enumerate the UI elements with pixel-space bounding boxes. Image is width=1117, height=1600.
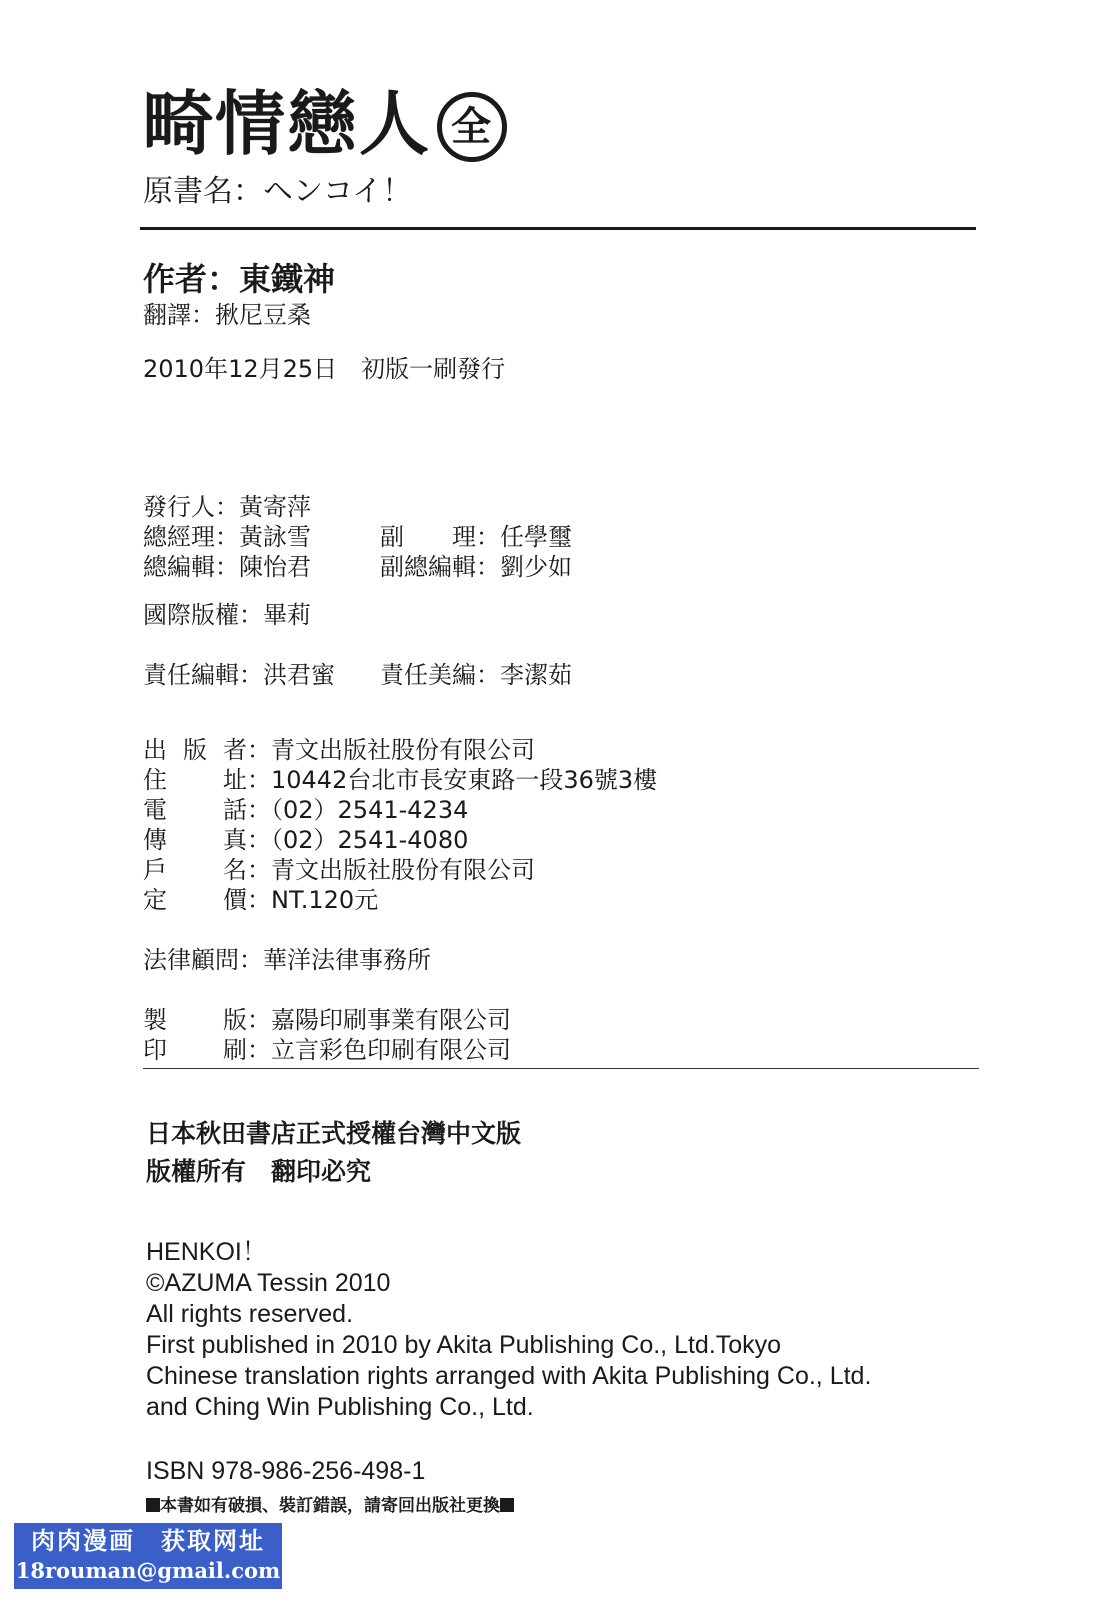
complete-badge: 全 <box>437 92 507 162</box>
row-label: 出版者 <box>143 736 247 764</box>
general-manager: 總經理：黃詠雪 <box>143 523 311 551</box>
row-value: ：NT.120元 <box>247 886 379 914</box>
row-value: ：青文出版社股份有限公司 <box>247 856 535 884</box>
book-title <box>143 84 507 164</box>
english-line: ©AZUMA Tessin 2010 <box>146 1269 391 1297</box>
watermark-email: 18rouman@gmail.com <box>15 1558 281 1583</box>
square-bullet-icon <box>146 1498 160 1512</box>
row-label: 戶名 <box>143 856 247 884</box>
english-line: All rights reserved. <box>146 1300 354 1328</box>
square-bullet-icon <box>500 1498 514 1512</box>
row-label: 電話 <box>143 796 247 824</box>
publisher-row <box>143 855 657 885</box>
staff-row <box>143 522 572 552</box>
notice-text: 本書如有破損、裝訂錯誤，請寄回出版社更換 <box>160 1496 500 1516</box>
deputy-chief-editor: 副總編輯：劉少如 <box>380 553 572 581</box>
row-value: ：（02）2541-4080 <box>247 826 469 854</box>
legal-advisor: 法律顧問：華洋法律事務所 <box>143 946 431 974</box>
row-label: 定價 <box>143 886 247 914</box>
editor: 責任編輯：洪君蜜 <box>143 661 335 689</box>
print-row <box>143 1035 511 1065</box>
art-editor: 責任美編：李潔茹 <box>380 661 572 689</box>
chief-editor: 總編輯：陳怡君 <box>143 553 311 581</box>
isbn: ISBN 978-986-256-498-1 <box>146 1457 426 1485</box>
intl-rights: 國際版權：畢莉 <box>143 601 311 629</box>
authorization-line: 日本秋田書店正式授權台灣中文版 <box>146 1119 522 1148</box>
staff-row <box>143 492 572 522</box>
damage-notice <box>146 1494 514 1518</box>
row-label: 傳真 <box>143 826 247 854</box>
row-value: ：立言彩色印刷有限公司 <box>247 1036 511 1064</box>
row-label: 印刷 <box>143 1036 247 1064</box>
publisher-row <box>143 825 657 855</box>
watermark-banner <box>14 1523 282 1589</box>
divider-middle <box>143 1068 979 1069</box>
author: 作者：東鐵神 <box>143 260 336 298</box>
english-line: Chinese translation rights arranged with Akita Publishing Co., Ltd. <box>146 1362 872 1390</box>
watermark-title: 肉肉漫画 获取网址 <box>31 1526 265 1555</box>
divider-top <box>140 227 976 230</box>
publisher-block <box>143 735 657 915</box>
plate-row <box>143 1005 511 1035</box>
publisher-row <box>143 735 657 765</box>
row-label: 住址 <box>143 766 247 794</box>
row-value: ：青文出版社股份有限公司 <box>247 736 535 764</box>
staff-block <box>143 492 572 582</box>
english-copyright <box>146 1237 871 1423</box>
editors-row <box>143 660 572 690</box>
english-line: First published in 2010 by Akita Publishing Co., Ltd.Tokyo <box>146 1331 782 1359</box>
translator: 翻譯：揪尼豆桑 <box>143 301 311 329</box>
row-value: ：嘉陽印刷事業有限公司 <box>247 1006 511 1034</box>
deputy-manager: 副 理：任學璽 <box>380 523 572 551</box>
original-title: 原書名：ヘンコイ！ <box>143 174 413 209</box>
publisher-row <box>143 795 657 825</box>
title-text: 畸情戀人 <box>143 83 431 165</box>
publisher-row <box>143 885 657 915</box>
release-info: 2010年12月25日 初版一刷發行 <box>143 355 506 383</box>
row-label: 製版 <box>143 1006 247 1034</box>
publisher-row <box>143 765 657 795</box>
staff-row <box>143 552 572 582</box>
english-line: HENKOI！ <box>146 1238 267 1266</box>
english-line: and Ching Win Publishing Co., Ltd. <box>146 1393 534 1421</box>
copyright-line: 版權所有 翻印必究 <box>146 1157 372 1186</box>
row-value: ：（02）2541-4234 <box>247 796 469 824</box>
row-value: ：10442台北市長安東路一段36號3樓 <box>247 766 658 794</box>
publisher-person: 發行人：黃寄萍 <box>143 493 311 521</box>
